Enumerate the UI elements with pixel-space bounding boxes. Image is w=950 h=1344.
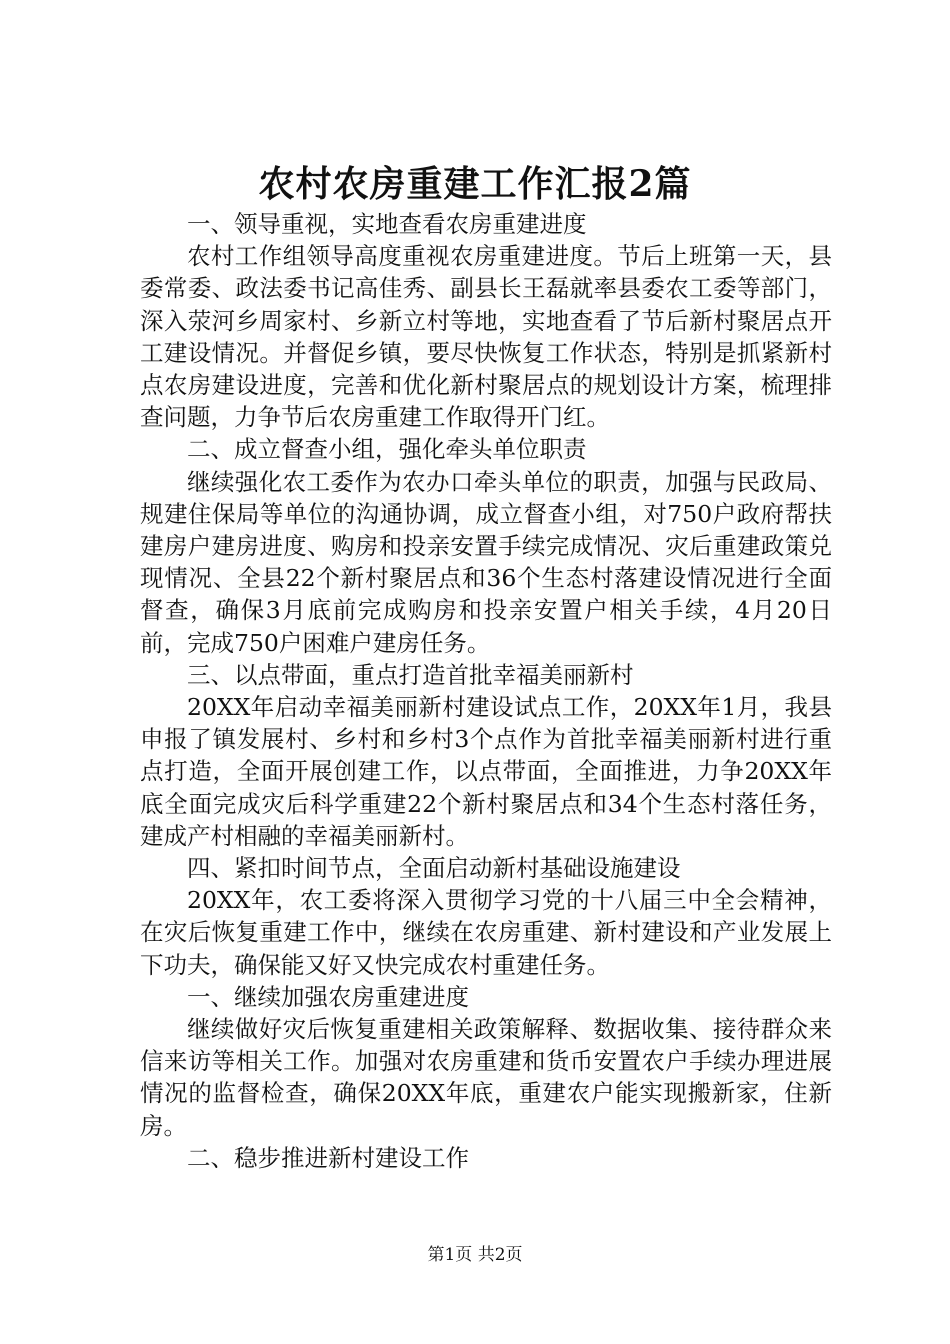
page-footer: 第1页 共2页: [427, 1245, 523, 1265]
document-body: [140, 208, 832, 1174]
section-heading: 一、领导重视，实地查看农房重建进度: [187, 210, 587, 238]
section-heading: 四、紧扣时间节点，全面启动新村基础设施建设: [187, 854, 681, 883]
body-paragraph: 农村工作组领导高度重视农房重建进度。节后上班第一天，县委常委、政法委书记高佳秀、副县长王磊就率县委农工委等部门，深入荥河乡周家村、乡新立村等地，实地查看了节后新村聚居点开工建设情况。并督促乡镇，要尽快恢复工作状态，特别是抓紧新村点农房建设进度，完善和优化新村聚居点的规划设计方案，梳理排查问题，力争节后农房重建工作取得开门红。: [140, 242, 832, 432]
section-heading: 二、稳步推进新村建设工作: [187, 1143, 469, 1172]
document-title: 农村农房重建工作汇报2篇: [258, 163, 692, 205]
body-paragraph: 继续强化农工委作为农办口牵头单位的职责，加强与民政局、规建住保局等单位的沟通协调，成立督查小组，对750户政府帮扶建房户建房进度、购房和投亲安置手续完成情况、灾后重建政策兑现情况、全县22个新村聚居点和36个生态村落建设情况进行全面督查，确保3月底前完成购房和投亲安置户相关手续，4月20日前，完成750户困难户建房任务。: [140, 467, 832, 657]
body-paragraph: 20XX年，农工委将深入贯彻学习党的十八届三中全会精神，在灾后恢复重建工作中，继续在农房重建、新村建设和产业发展上下功夫，确保能又好又快完成农村重建任务。: [140, 886, 832, 979]
body-paragraph: 继续做好灾后恢复重建相关政策解释、数据收集、接待群众来信来访等相关工作。加强对农房重建和货币安置农户手续办理进展情况的监督检查，确保20XX年底，重建农户能实现搬新家，住新房。: [140, 1015, 832, 1140]
section-heading: 二、成立督查小组，强化牵头单位职责: [187, 435, 587, 464]
section-heading: 一、继续加强农房重建进度: [187, 982, 469, 1011]
section-heading: 三、以点带面，重点打造首批幸福美丽新村: [187, 660, 634, 689]
body-paragraph: 20XX年启动幸福美丽新村建设试点工作，20XX年1月，我县申报了镇发展村、乡村和乡村3个点作为首批幸福美丽新村进行重点打造，全面开展创建工作，以点带面，全面推进，力争20XX年底全面完成灾后科学重建22个新村聚居点和34个生态村落任务，建成产村相融的幸福美丽新村。: [140, 693, 832, 850]
